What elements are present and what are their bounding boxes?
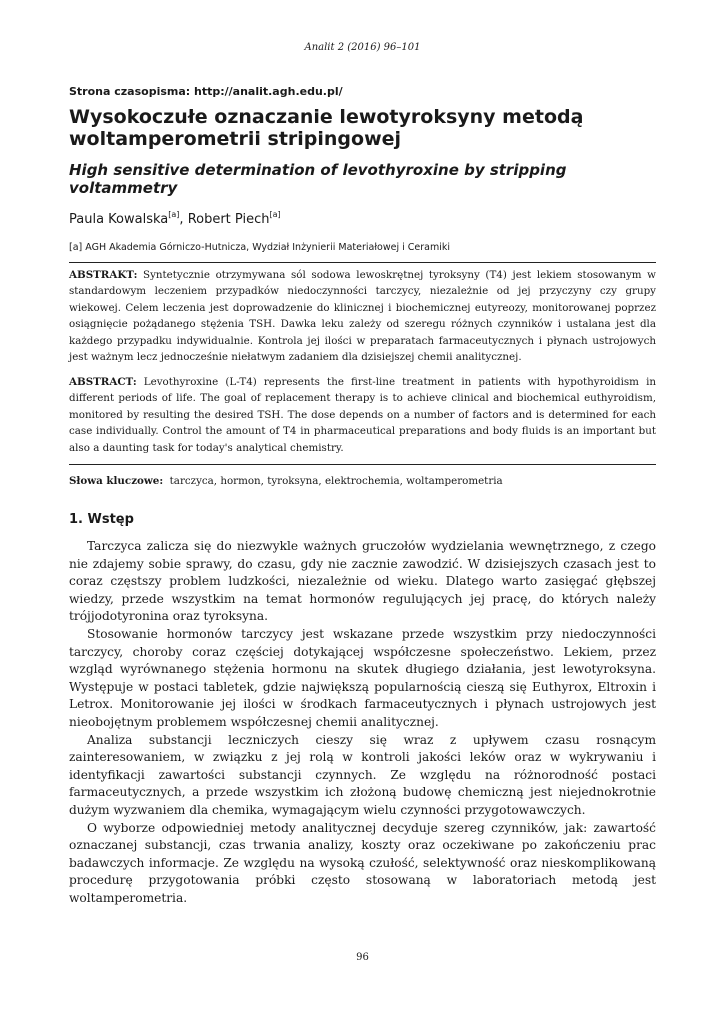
abstract-polish (69, 267, 656, 365)
paragraph: Analiza substancji leczniczych cieszy się wraz z upływem czasu rosnącym zainteresowaniem, w związku z jej rolą w kontroli jakości leków oraz w wykrywaniu i identyfikacji zawartości substancji czynnych. Ze względu na różnorodność postaci farmaceutycznych, a przede wszystkim ich złożoną budowę chemiczną jest niejednokrotnie dużym wyzwaniem dla chemika, wymagającym wielu czynności przygotowawczych. (69, 732, 656, 817)
section-body (69, 538, 656, 907)
author-list (69, 210, 281, 227)
keywords-text: tarczyca, hormon, tyroksyna, elektrochemia, woltamperometria (169, 475, 503, 487)
journal-citation: Analit 2 (2016) 96–101 (304, 42, 421, 53)
affiliation: [a] AGH Akademia Górniczo-Hutnicza, Wydział Inżynierii Materiałowej i Ceramiki (69, 242, 451, 253)
section-heading: 1. Wstęp (69, 512, 134, 527)
keywords (69, 475, 656, 487)
paragraph: O wyborze odpowiedniej metody analitycznej decyduje szereg czynników, jak: zawartość oznaczanej substancji, czas trwania analizy, koszty oraz oczekiwane po zakończeniu prac badawczych informacje. Ze względu na wysoką czułość, selektywność oraz nieskomplikowaną procedurę przygotowania próbki często stosowaną w laboratoriach metodą jest woltamperometria. (69, 820, 656, 905)
paragraph: Stosowanie hormonów tarczycy jest wskazane przede wszystkim przy niedoczynności tarczycy, choroby coraz częściej dotykającej współczesne społeczeństwo. Lekiem, przez wzgląd wyrównanego stężenia hormonu na skutek długiego działania, jest lewotyroksyna. Występuje w postaci tabletek, gdzie największą popularnością cieszą się Euthyrox, Eltroxin i Letrox. Monitorowanie jej ilości w środkach farmaceutycznych i płynach ustrojowych jest nieobojętnym problemem współczesnej chemii analitycznej. (69, 626, 656, 729)
abstract-text: Levothyroxine (L-T4) represents the first-line treatment in patients with hypothyroidism in different periods of life. The goal of replacement therapy is to achieve clinical and biochemical euthyroidism, monitored by resulting the desired TSH. The dose depends on a number of factors and is determined for each case individually. Control the amount of T4 in pharmaceutical preparations and body fluids is an important but also a daunting task for today's analytical chemistry. (69, 376, 656, 454)
page-number: 96 (356, 952, 369, 963)
paragraph: Tarczyca zalicza się do niezwykle ważnych gruczołów wydzielania wewnętrznego, z czego nie zdajemy sobie sprawy, do czasu, gdy nie zacznie zawodzić. W dzisiejszych czasach jest to coraz częstszy problem ludzkości, niezależnie od wieku. Dlatego warto zasięgać głębszej wiedzy, przede wszystkim na temat hormonów regulujących jej pracę, do których należy trójjodotyronina oraz tyroksyna. (69, 539, 656, 624)
author-name: Paula Kowalska (69, 212, 169, 227)
affiliation-mark: [a] (168, 210, 180, 219)
title-english: High sensitive determination of levothyroxine by stripping voltammetry (69, 161, 567, 197)
author-name: Robert Piech (187, 212, 270, 227)
keywords-label: Słowa kluczowe: (69, 475, 164, 487)
author-separator: , (179, 212, 188, 227)
abstract-label: ABSTRACT: (69, 376, 137, 388)
abstract-text: Syntetycznie otrzymywana sól sodowa lewoskrętnej tyroksyny (T4) jest lekiem stosowanym w standardowym leczeniem przypadków niedoczynności tarczycy, niezależnie od jej przyczyny czy grupy wiekowej. Celem leczenia jest doprowadzenie do klinicznej i biochemicznej eutyreozy, monitorowanej poprzez osiągnięcie pożądanego stężenia TSH. Dawka leku zależy od szeregu różnych czynników i ustalana jest dla każdego przypadku indywidualnie. Kontrola jej ilości w preparatach farmaceutycznych i płynach ustrojowych jest ważnym lecz jednocześnie niełatwym zadaniem dla dzisiejszej chemii analitycznej. (69, 269, 656, 364)
divider-bottom (69, 464, 656, 465)
title-polish: Wysokoczułe oznaczanie lewotyroksyny metodą woltamperometrii stripingowej (69, 106, 584, 150)
affiliation-mark: [a] (269, 210, 281, 219)
abstract-english (69, 374, 656, 456)
abstract-label: ABSTRAKT: (69, 269, 138, 281)
journal-website: Strona czasopisma: http://analit.agh.edu.pl/ (69, 85, 343, 98)
divider-top (69, 262, 656, 263)
